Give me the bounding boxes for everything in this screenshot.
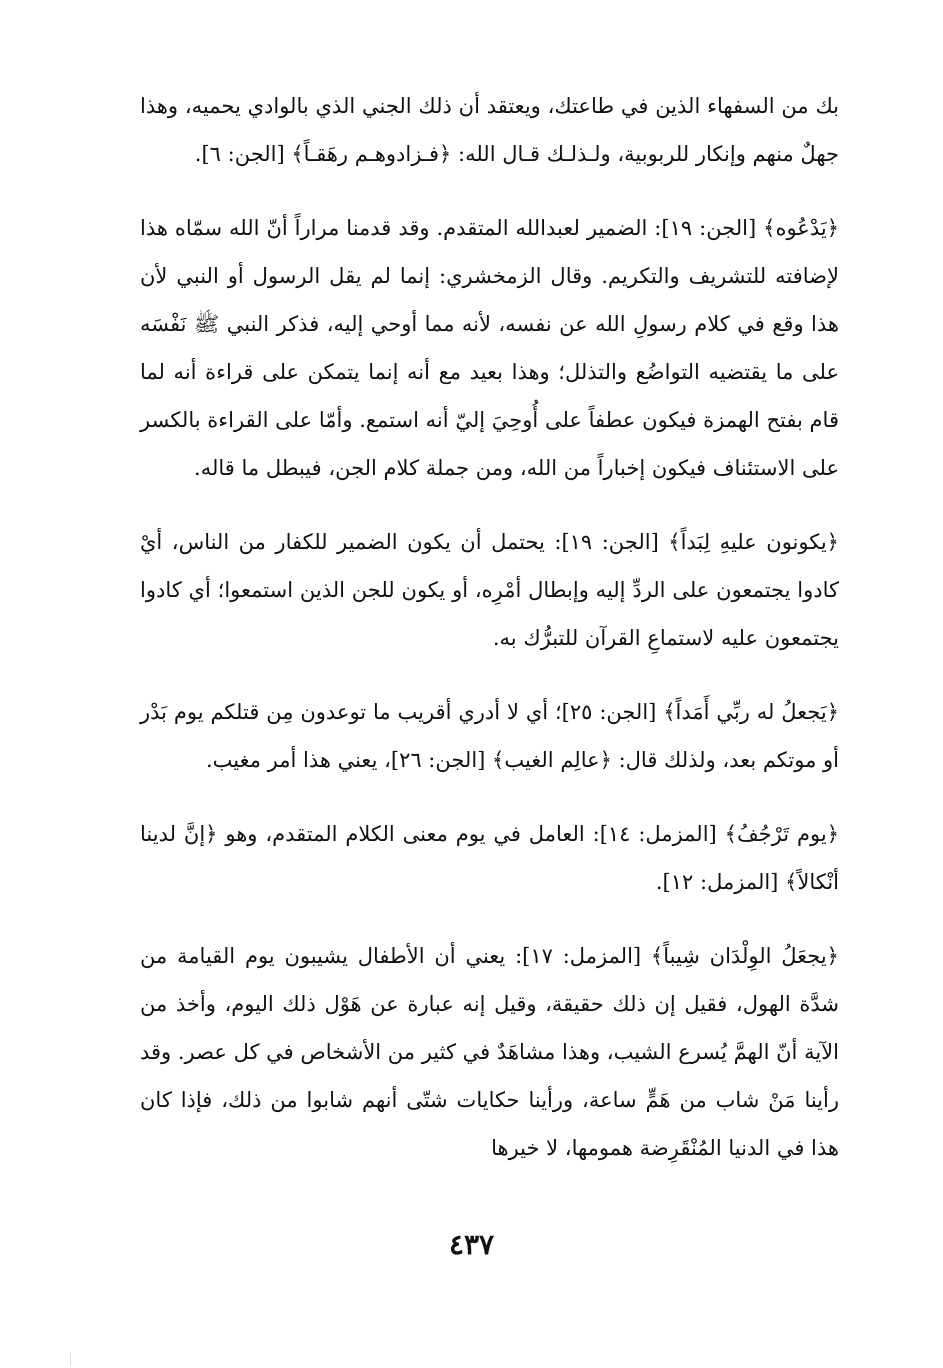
page-number: ٤٣٧ <box>448 1228 495 1261</box>
paragraph-3: ﴿يكونون عليهِ لِبَداً﴾ [الجن: ١٩]: يحتمل أن يكون الضمير للكفار من الناس، أيْ كادوا يجتمعون على الردِّ إليه وإبطال أمْرِه، أو يكون للجن الذين استمعوا؛ أي كادوا يجتمعون عليه لاستماعِ القرآن للتبرُّك به. <box>140 530 839 650</box>
paragraph-4: ﴿يَجعلُ له ربِّي أَمَداً﴾ [الجن: ٢٥]؛ أي لا أدري أقريب ما توعدون مِن قتلكم يوم بَدْر أو موتكم بعد، ولذلك قال: ﴿عالِم الغيب﴾ [الجن: ٢٦]، يعني هذا أمر مغيب. <box>140 700 839 772</box>
paragraph-2: ﴿يَدْعُوه﴾ [الجن: ١٩]: الضمير لعبدالله المتقدم. وقد قدمنا مراراً أنّ الله سمّاه هذا لإضافته للتشريف والتكريم. وقال الزمخشري: إنما لم يقل الرسول أو النبي لأن هذا وقع في كلام رسولِ الله عن نفسه، لأنه مما أوحي إليه، فذكر النبي ﷺ نَفْسَه على ما يقتضيه التواضُع والتذلل؛ وهذا بعيد مع أنه إنما يتمكن على قراءة أنه لما قام بفتح الهمزة فيكون عطفاً على أُوحِيَ إليّ أنه استمع. وأمّا على القراءة بالكسر على الاستئناف فيكون إخباراً من الله، ومن جملة كلام الجن، فيبطل ما قاله. <box>140 216 839 480</box>
paragraph-6: ﴿يجعَلُ الوِلْدَان شِيباً﴾ [المزمل: ١٧]: يعني أن الأطفال يشيبون يوم القيامة من شدَّة الهول، فقيل إن ذلك حقيقة، وقيل إنه عبارة عن هَوْل ذلك اليوم، وأخذ من الآية أنّ الهمَّ يُسرع الشيب، وهذا مشاهَدٌ في كثير من الأشخاص في كل عصر. وقد رأينا مَنْ شاب من هَمٍّ ساعة، ورأينا حكايات شتّى أنهم شابوا من ذلك، فإذا كان هذا في الدنيا المُنْقَرِضة همومها، لا خيرها <box>140 944 839 1160</box>
paragraph-5: ﴿يوم تَرْجُفُ﴾ [المزمل: ١٤]: العامل في يوم معنى الكلام المتقدم، وهو ﴿إنَّ لدينا أنْكالاً﴾ [المزمل: ١٢]. <box>140 822 839 894</box>
body-text <box>140 82 839 1198</box>
scan-edge-mark <box>70 1352 71 1366</box>
paragraph-1: بك من السفهاء الذين في طاعتك، ويعتقد أن ذلك الجني الذي بالوادي يحميه، وهذا جهلٌ منهم وإنكار للربوبية، ولـذلـك قـال الله: ﴿فـزادوهـم رهَقـاً﴾ [الجن: ٦]. <box>140 94 839 166</box>
